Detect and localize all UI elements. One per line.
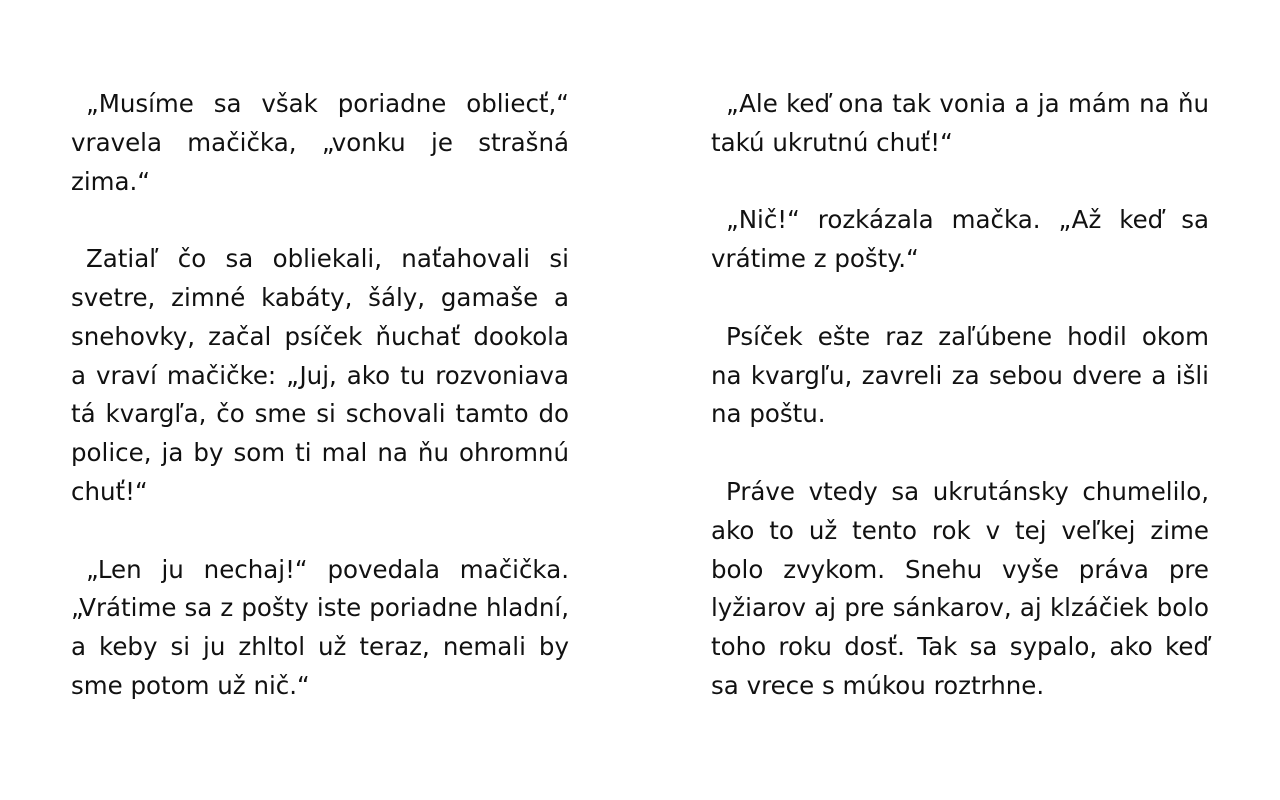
- paragraph: „Len ju nechaj!“ povedala mačička. „Vrátime sa z pošty iste poriadne hladní, a keby si ju zhltol už teraz, nemali by sme potom už nič.“: [71, 554, 569, 700]
- left-page: [71, 85, 569, 706]
- right-page: [711, 85, 1209, 706]
- paragraph: „Musíme sa však poriadne obliecť,“ vravela mačička, „vonku je strašná zima.“: [71, 89, 569, 196]
- paragraph: Psíček ešte raz zaľúbene hodil okom na kvargľu, zavreli za sebou dvere a išli na poštu.: [711, 321, 1209, 429]
- paragraph: Práve vtedy sa ukrutánsky chumelilo, ako to už tento rok v tej veľkej zime bolo zvykom. Snehu vyše práva pre lyžiarov aj pre sánkarov, aj klzáčiek bolo toho roku dosť. Tak sa sypalo, ako keď sa vrece s múkou roztrhne.: [711, 476, 1209, 700]
- paragraph: Zatiaľ čo sa obliekali, naťahovali si svetre, zimné kabáty, šály, gamaše a snehovky, začal psíček ňuchať dookola a vraví mačičke: „Juj, ako tu rozvoniava tá kvargľa, čo sme si schovali tamto do police, ja by som ti mal na ňu ohromnú chuť!“: [71, 244, 569, 506]
- paragraph: „Ale keď ona tak vonia a ja mám na ňu takú ukrutnú chuť!“: [711, 89, 1209, 157]
- paragraph: „Nič!“ rozkázala mačka. „Až keď sa vrátime z pošty.“: [711, 205, 1209, 274]
